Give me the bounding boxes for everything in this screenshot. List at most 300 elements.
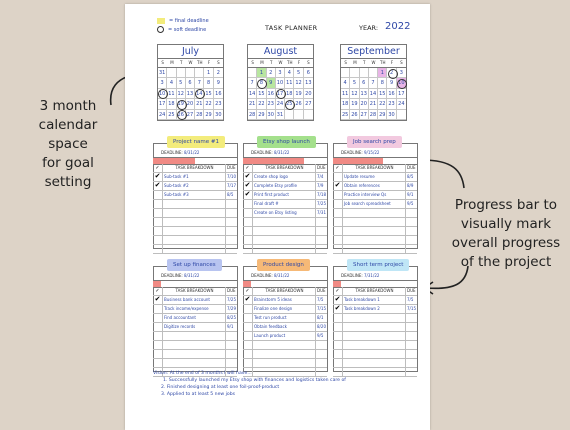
day-cell[interactable]: 25 <box>167 110 176 120</box>
day-cell[interactable]: 22 <box>257 99 266 109</box>
checkmark-icon[interactable]: ✔ <box>334 182 341 189</box>
due-header: DUE <box>407 165 416 170</box>
checkmark-icon[interactable]: ✔ <box>244 182 251 189</box>
day-cell[interactable]: 15 <box>257 89 266 99</box>
day-cell[interactable]: 18 <box>341 99 350 109</box>
task-due <box>225 227 237 235</box>
task-rows <box>333 172 417 254</box>
task-row <box>333 208 417 217</box>
annotation-line: for goal setting <box>42 155 94 190</box>
task-checkbox[interactable] <box>153 323 162 331</box>
task-row <box>333 217 417 226</box>
task-due <box>225 332 237 340</box>
day-cell[interactable]: 6 <box>186 78 195 88</box>
day-cell[interactable] <box>248 68 257 78</box>
day-cell[interactable]: 3 <box>397 68 406 78</box>
task-row <box>243 304 327 313</box>
day-cell[interactable] <box>285 110 294 120</box>
task-text: Practice interview Qs <box>342 191 405 199</box>
day-cell[interactable]: 8 <box>204 78 213 88</box>
day-cell[interactable]: 20 <box>360 99 369 109</box>
day-cell[interactable]: 27 <box>186 110 195 120</box>
task-text <box>162 350 225 358</box>
day-cell[interactable]: 16 <box>387 89 396 99</box>
task-checkbox[interactable] <box>333 245 342 253</box>
checkmark-icon[interactable]: ✔ <box>244 296 251 303</box>
day-cell[interactable]: 11 <box>285 78 294 88</box>
task-checkbox[interactable] <box>333 323 342 331</box>
task-text <box>162 236 225 244</box>
task-text <box>162 341 225 349</box>
checkmark-icon[interactable]: ✔ <box>244 191 251 198</box>
deadline-label: DEADLINE: <box>251 273 273 278</box>
task-checkbox[interactable] <box>333 218 342 226</box>
task-checkbox[interactable] <box>333 200 342 208</box>
deadline <box>161 273 199 278</box>
day-cell[interactable]: 24 <box>158 110 167 120</box>
task-checkbox[interactable] <box>243 305 252 313</box>
day-cell[interactable]: 21 <box>248 99 257 109</box>
task-row <box>333 358 417 367</box>
day-cell[interactable]: 15 <box>204 89 213 99</box>
checkmark-icon[interactable]: ✔ <box>154 173 161 180</box>
day-cell[interactable]: 5 <box>177 78 186 88</box>
month-name: July <box>158 45 223 59</box>
task-text: Obtain feedback <box>252 323 315 331</box>
task-due <box>225 236 237 244</box>
task-row <box>243 172 327 181</box>
check-header-icon: ✓ <box>245 165 250 171</box>
deadline-label: DEADLINE: <box>341 273 363 278</box>
task-due <box>225 245 237 253</box>
task-checkbox[interactable] <box>153 314 162 322</box>
task-row <box>333 226 417 235</box>
task-checkbox[interactable] <box>333 314 342 322</box>
task-checkbox[interactable] <box>153 245 162 253</box>
day-cell[interactable]: 25 <box>285 99 294 109</box>
check-header-icon: ✓ <box>245 288 250 294</box>
task-due <box>405 341 417 349</box>
task-checkbox[interactable] <box>243 200 252 208</box>
task-checkbox[interactable] <box>243 218 252 226</box>
weekday-label: M <box>170 60 174 65</box>
task-checkbox[interactable] <box>243 209 252 217</box>
weekday-label: F <box>297 60 301 65</box>
day-cell[interactable] <box>167 68 176 78</box>
task-text: Finalize one design <box>252 305 315 313</box>
task-table-header <box>333 287 417 295</box>
task-row <box>243 235 327 244</box>
task-checkbox[interactable] <box>153 218 162 226</box>
deadline-value: 8/31/22 <box>183 273 200 278</box>
day-cell[interactable]: 15 <box>378 89 387 99</box>
day-cell[interactable]: 7 <box>369 78 378 88</box>
legend-soft-label: = soft deadline <box>168 27 207 33</box>
day-cell[interactable]: 8 <box>378 78 387 88</box>
task-table-header <box>153 164 237 172</box>
task-checkbox[interactable] <box>243 245 252 253</box>
task-due: 7/31 <box>317 210 326 215</box>
task-row <box>153 181 237 190</box>
task-checkbox[interactable] <box>243 332 252 340</box>
task-row <box>153 244 237 254</box>
day-cell[interactable]: 14 <box>195 89 204 99</box>
task-text: Create shop logo <box>252 173 315 181</box>
day-cell[interactable]: 6 <box>304 68 313 78</box>
day-cell[interactable]: 31 <box>158 68 167 78</box>
day-cell[interactable]: 27 <box>304 99 313 109</box>
day-cell[interactable]: 1 <box>257 68 266 78</box>
day-cell[interactable]: 20 <box>304 89 313 99</box>
task-row <box>243 244 327 254</box>
task-text: Final draft # <box>252 200 315 208</box>
deadline-label: DEADLINE: <box>341 150 363 155</box>
day-cell[interactable]: 28 <box>195 110 204 120</box>
day-cell[interactable] <box>294 110 303 120</box>
task-row <box>153 217 237 226</box>
task-text <box>252 218 315 226</box>
task-text: Test run product <box>252 314 315 322</box>
task-due: 8/9 <box>405 182 417 190</box>
vision-item: 2. Finished designing at least one foil-proof-product <box>161 385 280 390</box>
day-cell[interactable]: 18 <box>285 89 294 99</box>
task-due <box>405 368 417 376</box>
day-cell[interactable] <box>397 110 406 120</box>
day-cell[interactable]: 3 <box>276 68 285 78</box>
weekday-label: T <box>362 60 366 65</box>
day-cell[interactable]: 25 <box>341 110 350 120</box>
due-header: DUE <box>317 288 326 293</box>
day-cell[interactable]: 18 <box>167 99 176 109</box>
task-row <box>243 217 327 226</box>
calendar-august <box>247 44 314 121</box>
day-cell[interactable]: 23 <box>387 99 396 109</box>
task-checkbox[interactable] <box>243 323 252 331</box>
day-cell[interactable]: 9 <box>267 78 276 88</box>
task-row <box>333 349 417 358</box>
day-cell[interactable]: 5 <box>294 68 303 78</box>
task-due: 7/15 <box>317 306 326 311</box>
day-cell[interactable]: 10 <box>158 89 167 99</box>
task-checkbox[interactable] <box>153 305 162 313</box>
task-checkbox[interactable] <box>243 359 252 367</box>
day-cell[interactable]: 3 <box>158 78 167 88</box>
task-checkbox[interactable] <box>153 332 162 340</box>
task-table-header <box>243 164 327 172</box>
day-cell[interactable]: 24 <box>397 99 406 109</box>
task-due: 8/25 <box>227 315 236 320</box>
checkmark-icon[interactable]: ✔ <box>244 173 251 180</box>
task-due: 8/5 <box>405 173 417 181</box>
day-cell[interactable]: 26 <box>350 110 359 120</box>
task-row <box>243 331 327 340</box>
annotation-progress-bar <box>446 196 566 272</box>
task-due: 9/5 <box>405 200 417 208</box>
annotation-calendar <box>18 97 118 192</box>
annotation-line: visually mark <box>460 216 552 232</box>
task-checkbox[interactable] <box>333 236 342 244</box>
task-text: Business bank account <box>162 296 225 304</box>
day-cell[interactable]: 26 <box>294 99 303 109</box>
task-text: Brainstorm 5 ideas <box>252 296 315 304</box>
task-checkbox[interactable] <box>333 350 342 358</box>
task-checkbox[interactable] <box>333 191 342 199</box>
task-checkbox[interactable] <box>333 227 342 235</box>
task-text <box>342 236 405 244</box>
task-row <box>243 295 327 304</box>
task-row <box>153 304 237 313</box>
task-checkbox[interactable] <box>243 227 252 235</box>
task-checkbox[interactable] <box>243 314 252 322</box>
task-checkbox[interactable] <box>333 209 342 217</box>
day-cell[interactable]: 10 <box>276 78 285 88</box>
deadline-label: DEADLINE: <box>161 273 183 278</box>
task-due <box>225 359 237 367</box>
task-checkbox[interactable] <box>243 236 252 244</box>
task-row <box>333 304 417 313</box>
task-checkbox[interactable] <box>153 359 162 367</box>
task-row <box>243 313 327 322</box>
annotation-line: calendar space <box>38 117 98 152</box>
day-cell[interactable]: 2 <box>214 68 223 78</box>
day-cell[interactable]: 11 <box>341 89 350 99</box>
weekday-label: F <box>390 60 394 65</box>
day-cell[interactable]: 29 <box>204 110 213 120</box>
weekday-label: S <box>161 60 164 65</box>
day-cell[interactable]: 21 <box>195 99 204 109</box>
day-cell[interactable]: 14 <box>248 89 257 99</box>
day-cell[interactable]: 7 <box>248 78 257 88</box>
day-cell[interactable]: 22 <box>378 99 387 109</box>
day-cell[interactable]: 19 <box>177 99 186 109</box>
day-cell[interactable] <box>304 110 313 120</box>
day-cell[interactable]: 19 <box>294 89 303 99</box>
day-cell[interactable]: 16 <box>267 89 276 99</box>
legend-final <box>157 17 209 26</box>
task-due <box>225 350 237 358</box>
task-due <box>405 350 417 358</box>
task-text <box>162 359 225 367</box>
day-cell[interactable]: 11 <box>167 89 176 99</box>
task-text <box>252 341 315 349</box>
day-cell[interactable]: 17 <box>158 99 167 109</box>
task-text <box>162 218 225 226</box>
task-text: Obtain references <box>342 182 405 190</box>
task-due: 7/5 <box>315 296 327 304</box>
day-cell[interactable]: 8 <box>257 78 266 88</box>
task-checkbox[interactable] <box>243 341 252 349</box>
task-table-header <box>333 164 417 172</box>
day-cell[interactable]: 1 <box>378 68 387 78</box>
day-cell[interactable]: 12 <box>294 78 303 88</box>
task-row <box>333 172 417 181</box>
task-text: Digitize records <box>162 323 225 331</box>
day-cell[interactable]: 2 <box>267 68 276 78</box>
task-text: Launch product <box>252 332 315 340</box>
weekday-label: T <box>179 60 183 65</box>
task-checkbox[interactable] <box>333 359 342 367</box>
task-due: 7/18 <box>317 192 326 197</box>
task-checkbox[interactable] <box>333 332 342 340</box>
task-due <box>225 200 237 208</box>
day-cell[interactable]: 9 <box>387 78 396 88</box>
task-row <box>153 295 237 304</box>
weekday-header <box>248 59 313 68</box>
checkmark-icon[interactable]: ✔ <box>154 296 161 303</box>
task-row <box>333 235 417 244</box>
deadline-value: 8/31/22 <box>273 273 290 278</box>
day-cell[interactable]: 28 <box>369 110 378 120</box>
day-cell[interactable]: 4 <box>341 78 350 88</box>
day-cell[interactable]: 10 <box>397 78 406 88</box>
task-text <box>252 245 315 253</box>
day-cell[interactable]: 23 <box>214 99 223 109</box>
checkmark-icon[interactable]: ✔ <box>334 305 341 312</box>
weekday-label: TH <box>380 60 386 65</box>
task-checkbox[interactable] <box>243 350 252 358</box>
day-cell[interactable]: 2 <box>387 68 396 78</box>
task-checkbox[interactable] <box>153 191 162 199</box>
page-title: TASK PLANNER <box>265 24 318 32</box>
day-cell[interactable]: 13 <box>186 89 195 99</box>
task-row <box>243 358 327 367</box>
task-rows <box>153 172 237 254</box>
day-cell[interactable]: 9 <box>214 78 223 88</box>
task-row <box>243 340 327 349</box>
year-value: 2022 <box>385 21 411 32</box>
day-cell[interactable]: 4 <box>285 68 294 78</box>
day-cell[interactable]: 1 <box>204 68 213 78</box>
task-text <box>162 200 225 208</box>
day-cell[interactable]: 26 <box>177 110 186 120</box>
deadline-value: 9/15/22 <box>363 150 380 155</box>
day-cell[interactable]: 13 <box>304 78 313 88</box>
day-cell[interactable]: 31 <box>276 110 285 120</box>
project-name: Etsy shop launch <box>257 136 316 148</box>
day-cell[interactable] <box>369 68 378 78</box>
circle-icon <box>157 26 164 33</box>
task-row <box>333 181 417 190</box>
day-cell[interactable]: 30 <box>267 110 276 120</box>
deadline <box>251 150 289 155</box>
task-row <box>243 349 327 358</box>
task-due: 8/20 <box>317 324 326 329</box>
day-cell[interactable] <box>186 68 195 78</box>
task-due: 7/4 <box>315 173 327 181</box>
day-cell[interactable]: 21 <box>369 99 378 109</box>
task-text: Track income/expense <box>162 305 225 313</box>
task-due: 9/5 <box>315 332 327 340</box>
task-due <box>315 245 327 253</box>
task-row <box>153 358 237 367</box>
planner-page <box>125 4 430 430</box>
day-cell[interactable]: 13 <box>360 89 369 99</box>
day-cell[interactable]: 30 <box>387 110 396 120</box>
day-cell[interactable]: 12 <box>350 89 359 99</box>
task-row <box>153 199 237 208</box>
due-header: DUE <box>227 288 236 293</box>
task-text: Print first product <box>252 191 315 199</box>
task-text <box>342 368 405 376</box>
task-checkbox[interactable] <box>153 350 162 358</box>
day-cell[interactable]: 20 <box>186 99 195 109</box>
weekday-label: S <box>251 60 254 65</box>
day-cell[interactable]: 27 <box>360 110 369 120</box>
task-text: Task breakdown 1 <box>342 296 405 304</box>
task-checkbox[interactable] <box>153 236 162 244</box>
weekday-label: T <box>269 60 273 65</box>
day-cell[interactable]: 29 <box>257 110 266 120</box>
day-cell[interactable]: 17 <box>397 89 406 99</box>
weekday-label: M <box>260 60 264 65</box>
task-text: Sub-task #1 <box>162 173 225 181</box>
task-checkbox[interactable] <box>333 173 342 181</box>
task-text <box>342 209 405 217</box>
day-cell[interactable] <box>350 68 359 78</box>
task-text <box>342 341 405 349</box>
task-row <box>243 181 327 190</box>
task-text: Task breakdown 2 <box>342 305 405 313</box>
day-cell[interactable]: 29 <box>378 110 387 120</box>
day-cell[interactable]: 4 <box>167 78 176 88</box>
task-due: 7/25 <box>227 297 236 302</box>
task-text: Update resume <box>342 173 405 181</box>
task-due <box>315 350 327 358</box>
day-cell[interactable]: 6 <box>360 78 369 88</box>
day-cell[interactable]: 30 <box>214 110 223 120</box>
day-cell[interactable]: 28 <box>248 110 257 120</box>
deadline-label: DEADLINE: <box>161 150 183 155</box>
task-checkbox[interactable] <box>153 200 162 208</box>
task-text <box>342 359 405 367</box>
day-cell[interactable]: 24 <box>276 99 285 109</box>
task-text: Create on Etsy listing <box>252 209 315 217</box>
day-cell[interactable]: 23 <box>267 99 276 109</box>
task-checkbox[interactable] <box>153 341 162 349</box>
task-checkbox[interactable] <box>333 341 342 349</box>
task-text <box>342 218 405 226</box>
task-checkbox[interactable] <box>153 227 162 235</box>
day-cell[interactable]: 22 <box>204 99 213 109</box>
task-due <box>405 359 417 367</box>
weekday-label: S <box>344 60 347 65</box>
weekday-label: W <box>188 60 193 65</box>
day-cell[interactable]: 16 <box>214 89 223 99</box>
day-cell[interactable]: 17 <box>276 89 285 99</box>
task-checkbox[interactable] <box>153 209 162 217</box>
task-row <box>333 295 417 304</box>
day-cell[interactable] <box>360 68 369 78</box>
task-header: TASK BREAKDOWN <box>162 164 225 172</box>
day-cell[interactable]: 5 <box>350 78 359 88</box>
day-cell[interactable] <box>195 68 204 78</box>
day-cell[interactable] <box>341 68 350 78</box>
task-header: TASK BREAKDOWN <box>252 164 315 172</box>
task-text: Sub-task #3 <box>162 191 225 199</box>
day-cell[interactable] <box>177 68 186 78</box>
checkmark-icon[interactable]: ✔ <box>334 296 341 303</box>
day-cell[interactable]: 19 <box>350 99 359 109</box>
day-cell[interactable]: 7 <box>195 78 204 88</box>
day-cell[interactable]: 12 <box>177 89 186 99</box>
weekday-label: TH <box>287 60 293 65</box>
day-cell[interactable]: 14 <box>369 89 378 99</box>
check-header-icon: ✓ <box>335 288 340 294</box>
checkmark-icon[interactable]: ✔ <box>154 182 161 189</box>
task-text <box>252 350 315 358</box>
deadline-value: 7/31/22 <box>363 273 380 278</box>
task-table-header <box>243 287 327 295</box>
